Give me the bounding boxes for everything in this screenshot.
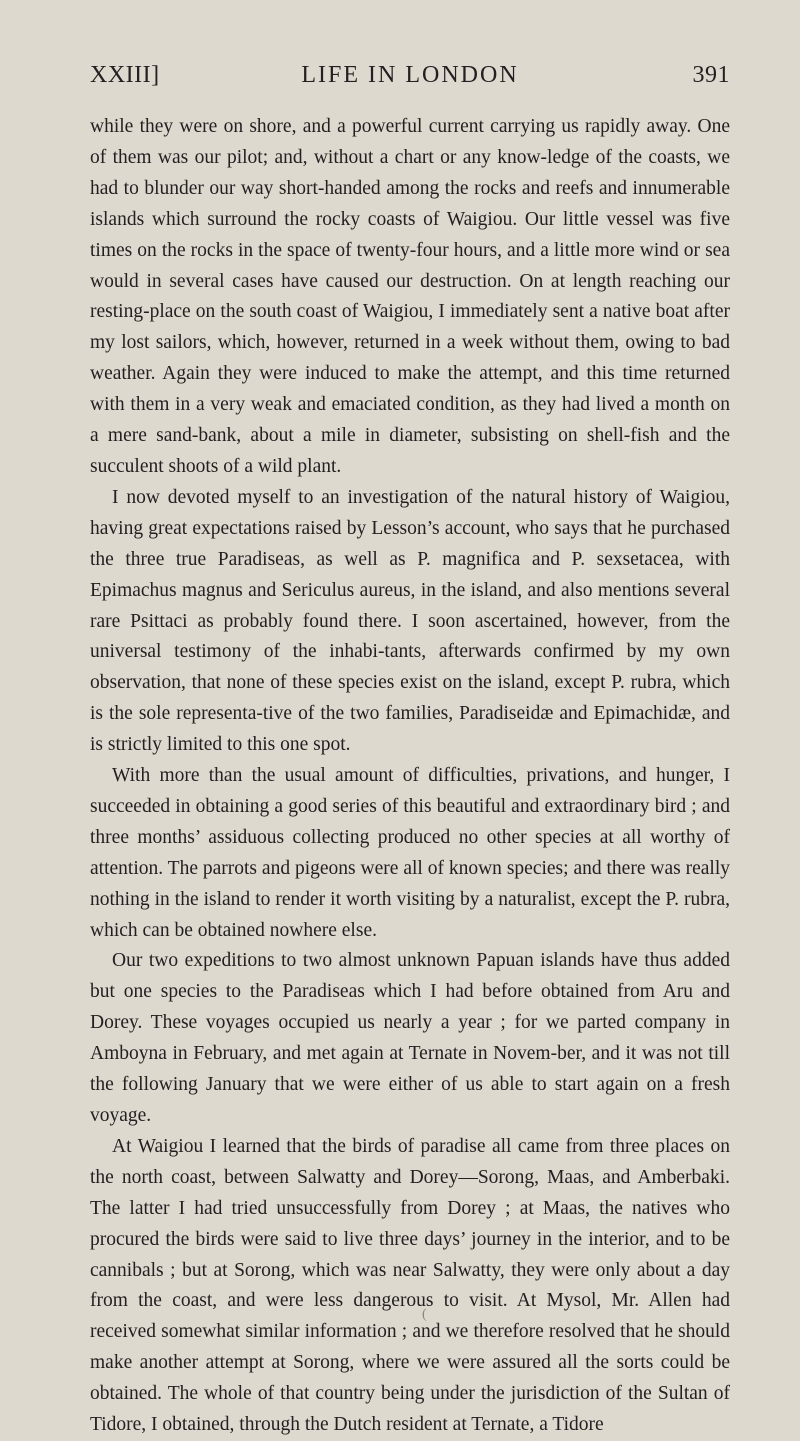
paragraph-2: I now devoted myself to an investigation of the natural history of Waigiou, having great expectations raised by Lesson’s account, who says that he purchased the three true Paradiseas, as well as P. magnifica and P. sexsetacea, with Epimachus magnus and Sericulus aureus, in the island, and also mentions several rare Psittaci as probably found there. I soon ascertained, however, from the universal testimony of the inhabi-tants, afterwards confirmed by my own observation, that none of these species exist on the island, except P. rubra, which is the sole representa-tive of the two families, Paradiseidæ and Epimachidæ, and is strictly limited to this one spot. xyxy=(90,486,730,756)
paragraph-5: At Waigiou I learned that the birds of paradise all came from three places on the north coast, between Salwatty and Dorey—Sorong, Maas, and Amberbaki. The latter I had tried unsuccessfully from Dorey ; at Maas, the natives who procured the birds were said to live three days’ journey in the interior, and to be cannibals ; but at Sorong, which was near Salwatty, they were only about a day from the coast, and were less dangerous to visit. At Mysol, Mr. Allen had received somewhat similar information ; and we therefore resolved that he should make another attempt at Sorong, where we were assured all the sorts could be obtained. The whole of that country being under the jurisdiction of the Sultan of Tidore, I obtained, through the Dutch resident at Ternate, a Tidore xyxy=(90,1135,730,1436)
paragraph-3: With more than the usual amount of difficulties, privations, and hunger, I succeeded in obtaining a good series of this beautiful and extraordinary bird ; and three months’ assiduous collecting produced no other species at all worthy of attention. The parrots and pigeons were all of known species; and there was really nothing in the island to render it worth visiting by a naturalist, except the P. rubra, which can be obtained nowhere else. xyxy=(90,765,730,941)
body-text xyxy=(90,112,730,1441)
footer-mark: ( xyxy=(422,1307,427,1322)
paragraph-4: Our two expeditions to two almost unknown Papuan islands have thus added but one species to the Paradiseas which I had before obtained from Aru and Dorey. These voyages occupied us nearly a year ; for we parted company in Amboyna in February, and met again at Ternate in Novem-ber, and it was not till the following January that we were either of us able to start again on a fresh voyage. xyxy=(90,950,730,1126)
page-number: 391 xyxy=(692,62,730,88)
running-head xyxy=(90,62,730,98)
paragraph-1: while they were on shore, and a powerful current carrying us rapidly away. One of them was our pilot; and, without a chart or any know-ledge of the coasts, we had to blunder our way short-handed among the rocks and reefs and innumerable islands which surround the rocky coasts of Waigiou. Our little vessel was five times on the rocks in the space of twenty-four hours, and a little more wind or sea would in several cases have caused our destruction. On at length reaching our resting-place on the south coast of Waigiou, I immediately sent a native boat after my lost sailors, which, however, returned in a week without them, owing to bad weather. Again they were induced to make the attempt, and this time returned with them in a very weak and emaciated condition, as they had lived a month on a mere sand-bank, about a mile in diameter, subsisting on shell-fish and the succulent shoots of a wild plant. xyxy=(90,116,730,477)
page-title: LIFE IN LONDON xyxy=(301,62,519,88)
chapter-marker: XXIII] xyxy=(90,62,160,88)
